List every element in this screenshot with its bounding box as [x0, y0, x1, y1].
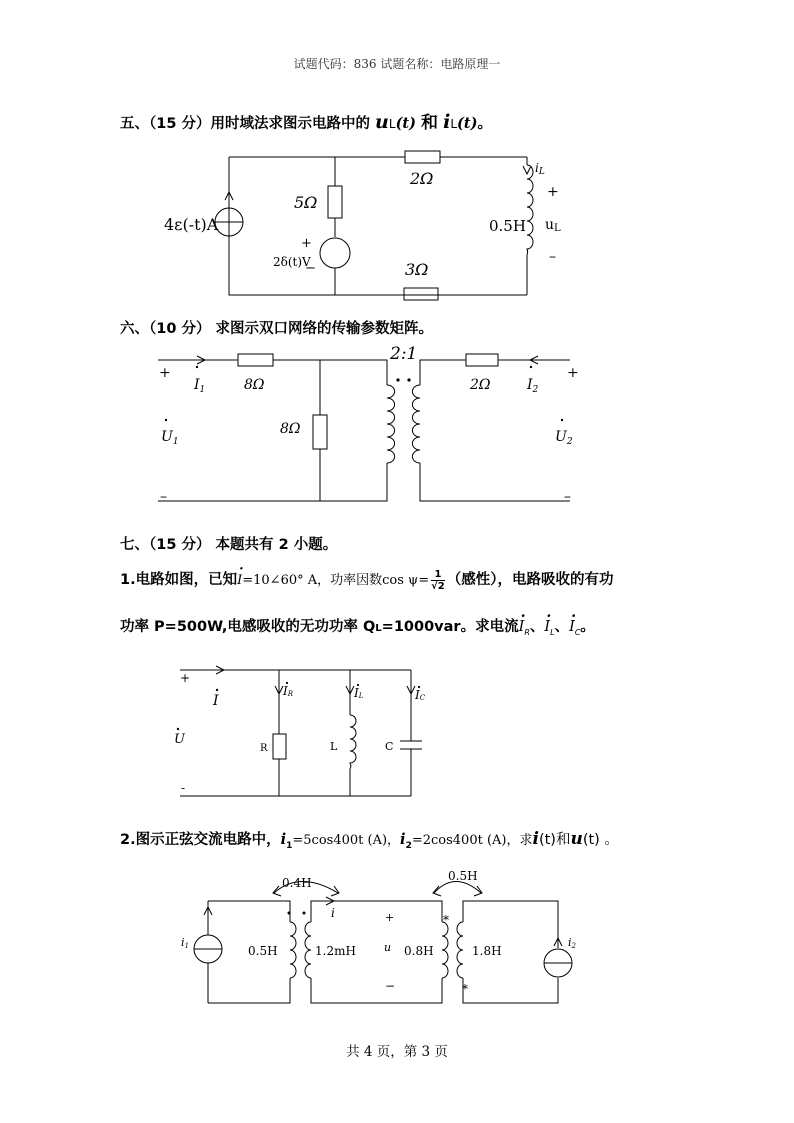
c1-L: L [330, 740, 338, 753]
I2-label: $I_2$ [527, 377, 539, 395]
c1-IL: IL [354, 686, 364, 700]
q6-plus-right: + [567, 365, 579, 381]
voltage-source-label: 2δ(t)V [273, 255, 311, 269]
I1-label: $I_1$ [194, 377, 206, 395]
c2-minus: − [385, 979, 396, 993]
c1-plus: + [180, 671, 191, 685]
c2-star-bottom: * [462, 982, 468, 996]
minus-label: – [549, 249, 556, 265]
q6-plus-left: + [159, 365, 171, 381]
r-left-label: 8Ω [244, 377, 265, 393]
l3-label: 0.8H [404, 944, 434, 958]
r2-label: 2Ω [410, 169, 434, 188]
c2-star-top: * [443, 913, 449, 927]
vs-minus: − [305, 261, 316, 276]
c1-U: U [174, 732, 185, 747]
q7-p2-line: 2.图示正弦交流电路中，$i_1=5\cos 400t$ (A)，$i_2=2\cos 400t$ (A)，求i(t)和u(t) 。 [120, 829, 619, 851]
iL-label: iL [535, 161, 545, 177]
c2-plus: + [385, 911, 395, 924]
r1-label: 5Ω [294, 193, 318, 212]
c2-i2: i2 [568, 936, 576, 950]
r-right-label: 2Ω [470, 377, 491, 393]
U2-label: $U_2$ [555, 429, 573, 447]
l2-label: 1.2mH [315, 944, 356, 958]
r3-label: 3Ω [405, 260, 429, 279]
q6-minus-right: – [564, 489, 571, 505]
l1-label: 0.5H [248, 944, 278, 958]
plus-label: + [547, 184, 559, 200]
page-footer: 共 4 页，第 3 页 [346, 1044, 448, 1060]
q5-heading: 五、（15 分）用时域法求图示电路中的 uL(t) 和 iL(t)。 [120, 111, 492, 133]
m2-label: 0.5H [448, 869, 478, 883]
q6-heading: 六、（10 分） 求图示双口网络的传输参数矩阵。 [120, 321, 434, 337]
ratio-label: 2:1 [390, 344, 418, 364]
c2-u: u [384, 941, 392, 954]
r-shunt-label: 8Ω [280, 421, 301, 437]
c1-IC: IC [415, 688, 426, 702]
vs-plus: + [301, 236, 312, 251]
c2-i1: i1 [181, 936, 189, 950]
q7-p1-line2: 功率 P=500W,电感吸收的无功功率 QL=1000var。求电流· $I_R$、· $I_L$、· $I_C$。 [120, 615, 595, 637]
l4-label: 1.8H [472, 944, 502, 958]
current-source-label: 4ε(-t)A [164, 215, 219, 234]
c2-i: i [331, 906, 335, 920]
U1-label: $U_1$ [161, 429, 179, 447]
c1-R: R [260, 743, 268, 754]
q7-p1-line1: 1.电路如图，已知· I=10∠60° A，功率因数cos ψ= $\frac{1}{√2}$ （感性），电路吸收的有功 [120, 568, 614, 592]
q7-heading: 七、（15 分） 本题共有 2 小题。 [120, 537, 338, 553]
uL-label: uL [545, 217, 561, 234]
c1-C: C [385, 740, 394, 753]
c1-IR: IR [283, 684, 294, 698]
c1-minus: - [181, 781, 186, 795]
page-header: 试题代码：836 试题名称：电路原理一 [293, 57, 501, 71]
c1-I: I [213, 693, 219, 709]
m1-label: 0.4H [282, 876, 312, 890]
inductor-label: 0.5H [489, 217, 526, 235]
q6-minus-left: – [160, 489, 167, 505]
